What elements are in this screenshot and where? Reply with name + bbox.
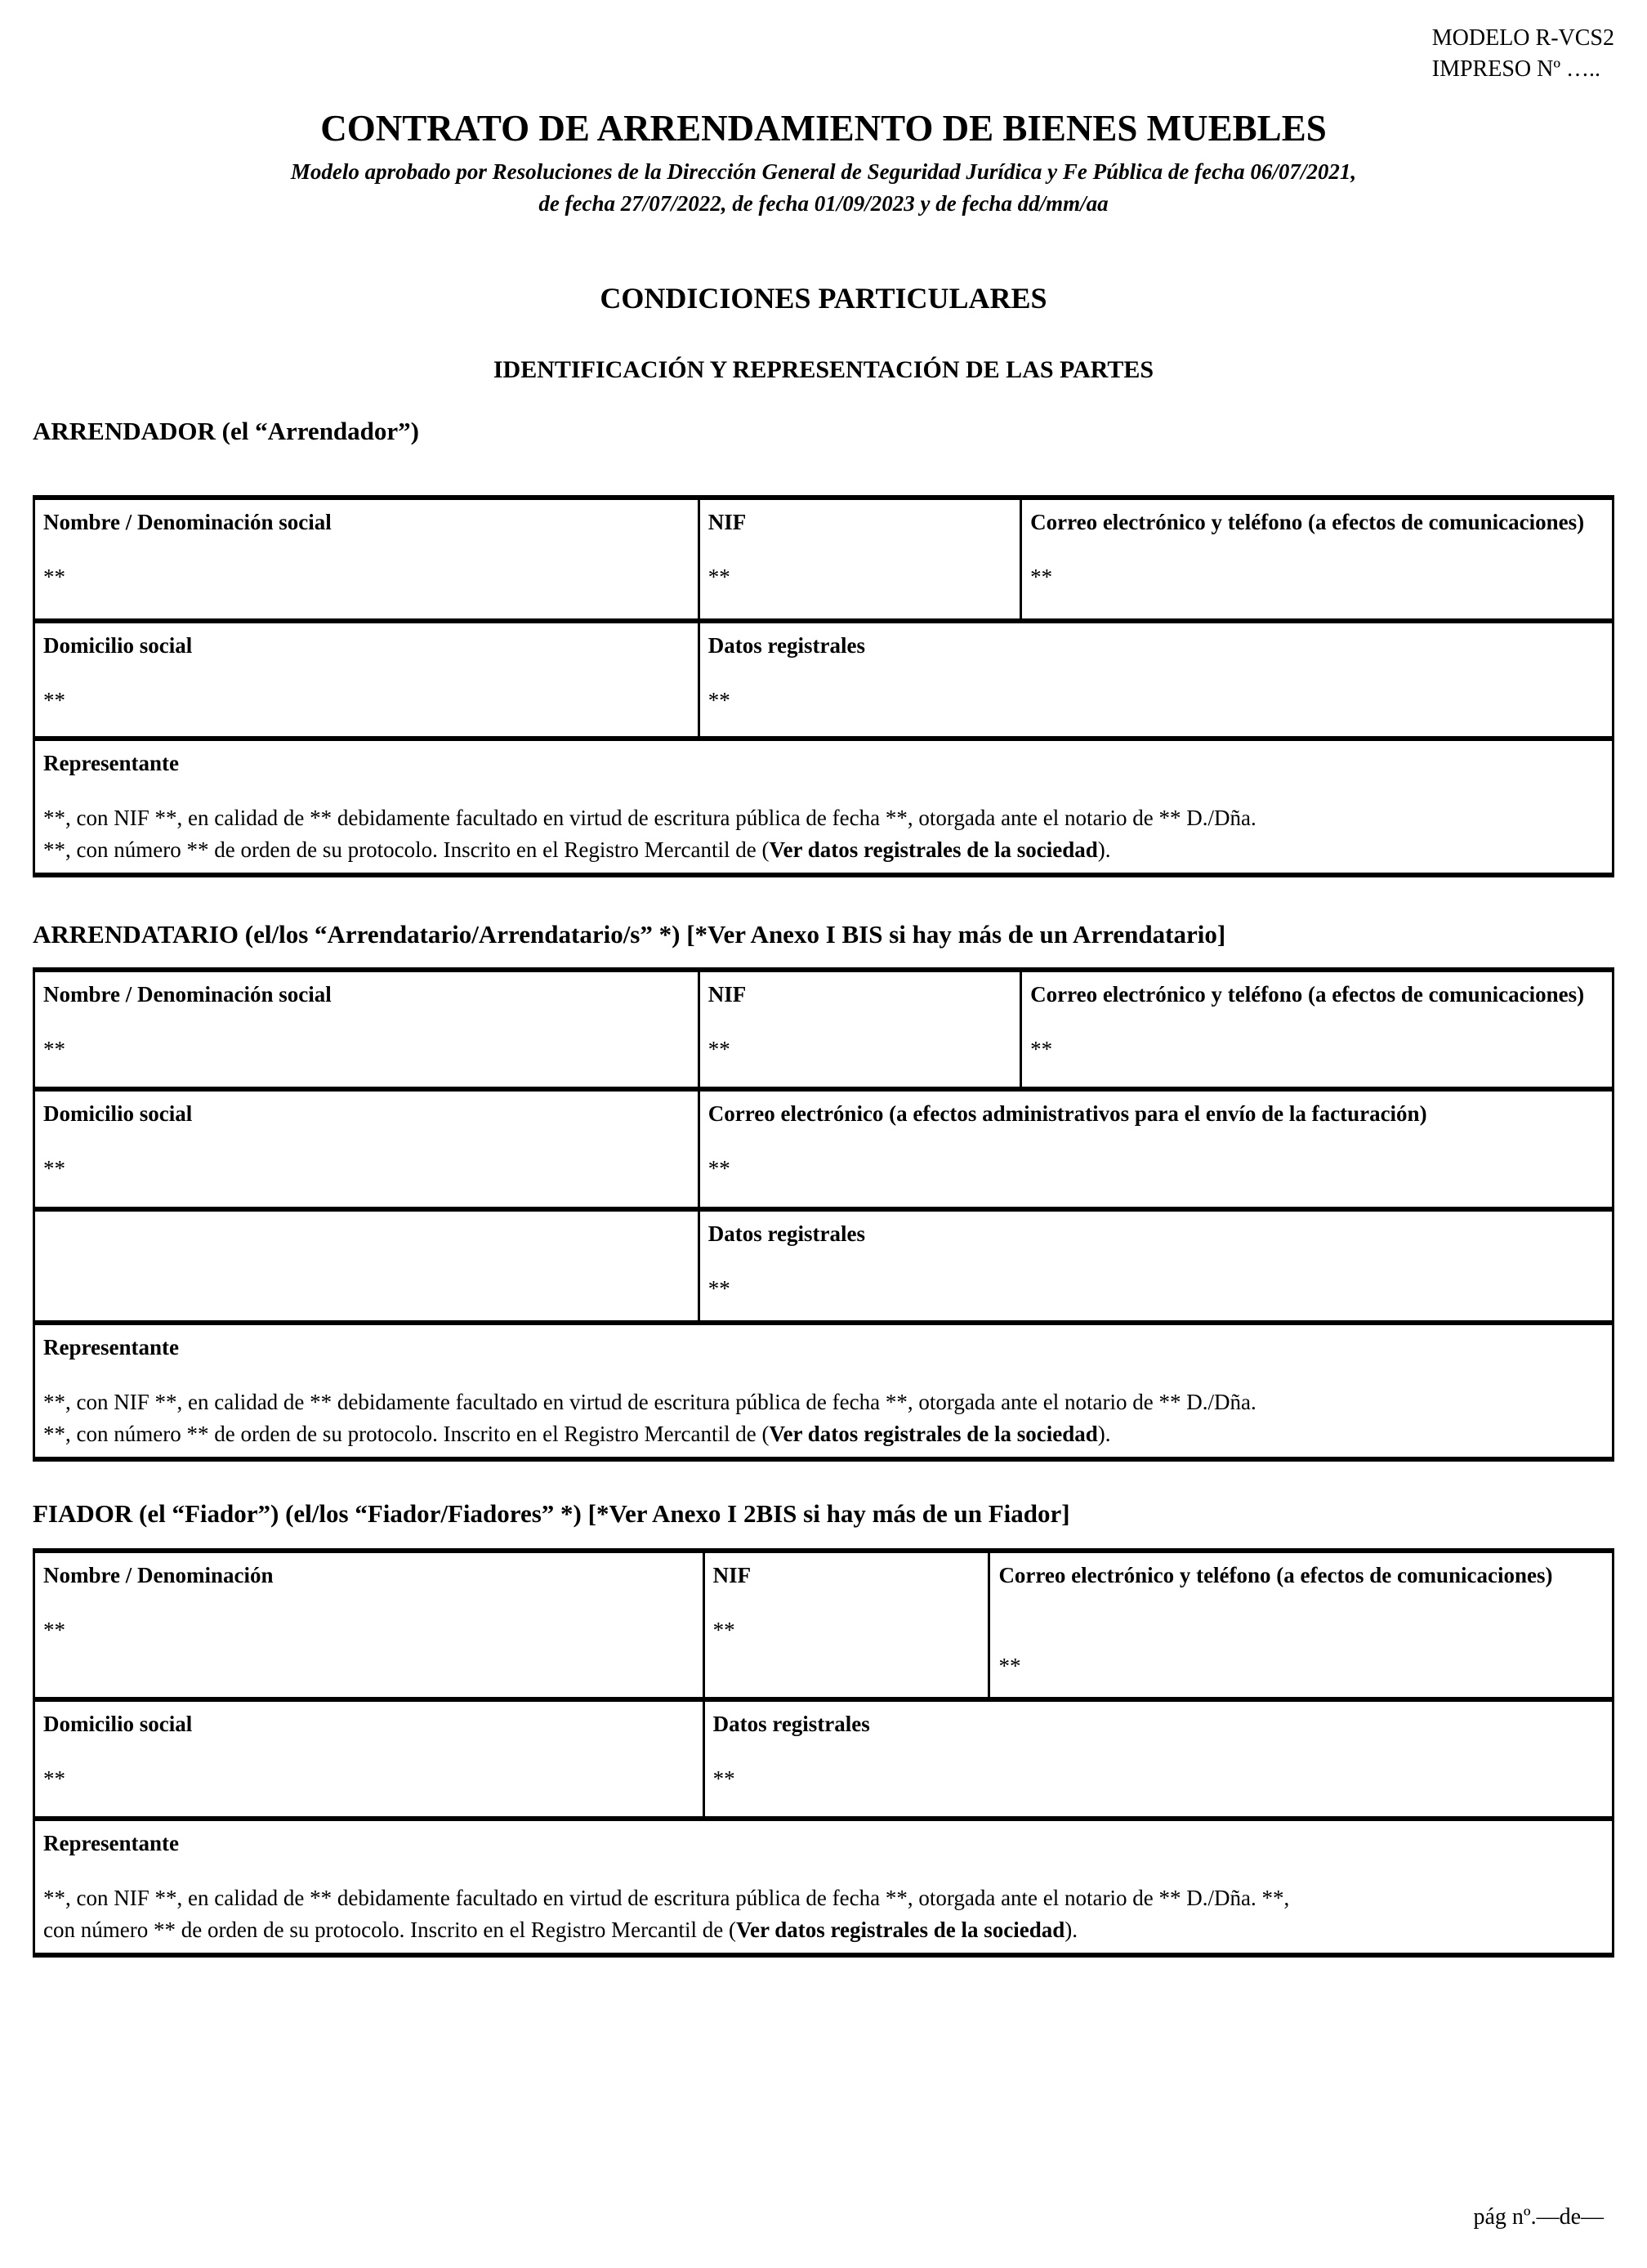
field-value: ** bbox=[43, 1766, 65, 1791]
field-label: Nombre / Denominación social bbox=[43, 510, 332, 535]
field-value: ** bbox=[43, 1617, 65, 1642]
field-label: Domicilio social bbox=[43, 1711, 193, 1736]
field-label: Domicilio social bbox=[43, 633, 193, 659]
field-value: ** bbox=[43, 1155, 65, 1181]
field-label: Correo electrónico (a efectos administrativos para el envío de la facturación) bbox=[707, 1101, 1427, 1126]
field-label: Correo electrónico y teléfono (a efectos de comunicaciones) bbox=[1030, 981, 1585, 1007]
arrendatario-domicilio-cell bbox=[34, 1089, 699, 1209]
field-label: NIF bbox=[712, 1562, 752, 1587]
field-label: Datos registrales bbox=[712, 1711, 870, 1736]
model-code: MODELO R-VCS2 bbox=[1431, 25, 1614, 51]
arrendador-representante-cell bbox=[34, 739, 1614, 875]
field-value: ** bbox=[43, 1036, 65, 1061]
representante-line-1: **, con NIF **, en calidad de ** debidamente facultado en virtud de escritura pública de fecha **, otorgada ante el notario de ** D./Dña. **, bbox=[43, 1885, 1290, 1910]
section-title-condiciones: CONDICIONES PARTICULARES bbox=[600, 281, 1047, 315]
table-row bbox=[34, 1699, 1614, 1819]
arrendatario-nombre-cell bbox=[34, 970, 699, 1089]
table-row bbox=[34, 1209, 1614, 1323]
fiador-correo-cell bbox=[989, 1551, 1614, 1699]
page-title: CONTRATO DE ARRENDAMIENTO DE BIENES MUEBLES bbox=[320, 107, 1327, 149]
field-label: Representante bbox=[43, 751, 179, 776]
table-row bbox=[34, 621, 1614, 739]
table-row bbox=[34, 739, 1614, 875]
field-value: ** bbox=[707, 565, 730, 590]
field-value: ** bbox=[707, 1275, 730, 1301]
field-label: Datos registrales bbox=[707, 1221, 865, 1246]
fiador-domicilio-cell bbox=[34, 1699, 704, 1819]
field-value: ** bbox=[43, 688, 65, 713]
table-row bbox=[34, 1551, 1614, 1699]
representante-text bbox=[43, 802, 1604, 866]
arrendador-heading: ARRENDADOR (el “Arrendador”) bbox=[33, 416, 419, 445]
subtitle-line-1: Modelo aprobado por Resoluciones de la Dirección General de Seguridad Jurídica y Fe Pública de fecha 06/07/2021, bbox=[290, 159, 1357, 185]
table-row bbox=[34, 970, 1614, 1089]
field-label: NIF bbox=[707, 510, 747, 535]
arrendatario-datos-cell bbox=[699, 1209, 1613, 1323]
section-title-identificacion: IDENTIFICACIÓN Y REPRESENTACIÓN DE LAS PARTES bbox=[493, 355, 1154, 383]
field-label: Representante bbox=[43, 1830, 179, 1855]
page-number-label: pág nº.—de— bbox=[1473, 2204, 1604, 2230]
table-row bbox=[34, 498, 1614, 621]
field-label: Correo electrónico y teléfono (a efectos de comunicaciones) bbox=[1030, 510, 1585, 535]
table-row bbox=[34, 1819, 1614, 1955]
field-value: ** bbox=[712, 1617, 735, 1642]
arrendador-table bbox=[33, 495, 1614, 877]
arrendador-domicilio-cell bbox=[34, 621, 699, 739]
field-label: Nombre / Denominación social bbox=[43, 981, 332, 1007]
arrendatario-correo-cell bbox=[1021, 970, 1614, 1089]
field-label: Representante bbox=[43, 1334, 179, 1359]
arrendador-nombre-cell bbox=[34, 498, 699, 621]
field-label: Datos registrales bbox=[707, 633, 865, 659]
representante-line-1: **, con NIF **, en calidad de ** debidamente facultado en virtud de escritura pública de fecha **, otorgada ante el notario de ** D./Dña. bbox=[43, 1389, 1256, 1414]
field-label: Nombre / Denominación bbox=[43, 1562, 274, 1587]
field-value: ** bbox=[43, 565, 65, 590]
representante-line-2: **, con número ** de orden de su protocolo. Inscrito en el Registro Mercantil de (Ver datos registrales de la sociedad). bbox=[43, 1422, 1111, 1447]
representante-text bbox=[43, 1386, 1604, 1450]
field-value: ** bbox=[1030, 1036, 1053, 1061]
field-value: ** bbox=[712, 1766, 735, 1791]
arrendatario-representante-cell bbox=[34, 1323, 1614, 1459]
field-value: ** bbox=[1030, 565, 1053, 590]
field-label: Correo electrónico y teléfono (a efectos de comunicaciones) bbox=[998, 1562, 1553, 1587]
representante-line-1: **, con NIF **, en calidad de ** debidamente facultado en virtud de escritura pública de fecha **, otorgada ante el notario de ** D./Dña. bbox=[43, 806, 1256, 831]
field-label: NIF bbox=[707, 981, 747, 1007]
arrendatario-correo-admin-cell bbox=[699, 1089, 1613, 1209]
table-row bbox=[34, 1089, 1614, 1209]
fiador-nombre-cell bbox=[34, 1551, 704, 1699]
representante-line-2: con número ** de orden de su protocolo. Inscrito en el Registro Mercantil de (Ver datos registrales de la sociedad). bbox=[43, 1917, 1078, 1942]
subtitle-line-2: de fecha 27/07/2022, de fecha 01/09/2023 y de fecha dd/mm/aa bbox=[538, 191, 1109, 217]
representante-text bbox=[43, 1882, 1604, 1946]
impreso-number: IMPRESO Nº ….. bbox=[1431, 56, 1601, 82]
arrendatario-table bbox=[33, 967, 1614, 1462]
arrendatario-heading: ARRENDATARIO (el/los “Arrendatario/Arrendatario/s” *) [*Ver Anexo I BIS si hay más de un Arrendatario] bbox=[33, 920, 1226, 949]
fiador-table bbox=[33, 1548, 1614, 1958]
arrendador-correo-cell bbox=[1021, 498, 1614, 621]
form-code-block bbox=[33, 23, 1614, 85]
field-value: ** bbox=[707, 1036, 730, 1061]
fiador-heading: FIADOR (el “Fiador”) (el/los “Fiador/Fiadores” *) [*Ver Anexo I 2BIS si hay más de un Fiador] bbox=[33, 1499, 1070, 1529]
field-value: ** bbox=[707, 1155, 730, 1181]
field-label: Domicilio social bbox=[43, 1101, 193, 1126]
representante-line-2: **, con número ** de orden de su protocolo. Inscrito en el Registro Mercantil de (Ver datos registrales de la sociedad). bbox=[43, 837, 1111, 863]
fiador-datos-cell bbox=[703, 1699, 1613, 1819]
document-subtitle bbox=[33, 156, 1614, 220]
arrendatario-nif-cell bbox=[699, 970, 1020, 1089]
arrendador-nif-cell bbox=[699, 498, 1020, 621]
fiador-nif-cell bbox=[703, 1551, 989, 1699]
table-row bbox=[34, 1323, 1614, 1459]
field-value: ** bbox=[707, 688, 730, 713]
arrendatario-empty-cell bbox=[34, 1209, 699, 1323]
field-value: ** bbox=[998, 1653, 1021, 1678]
arrendador-datos-cell bbox=[699, 621, 1613, 739]
fiador-representante-cell bbox=[34, 1819, 1614, 1955]
